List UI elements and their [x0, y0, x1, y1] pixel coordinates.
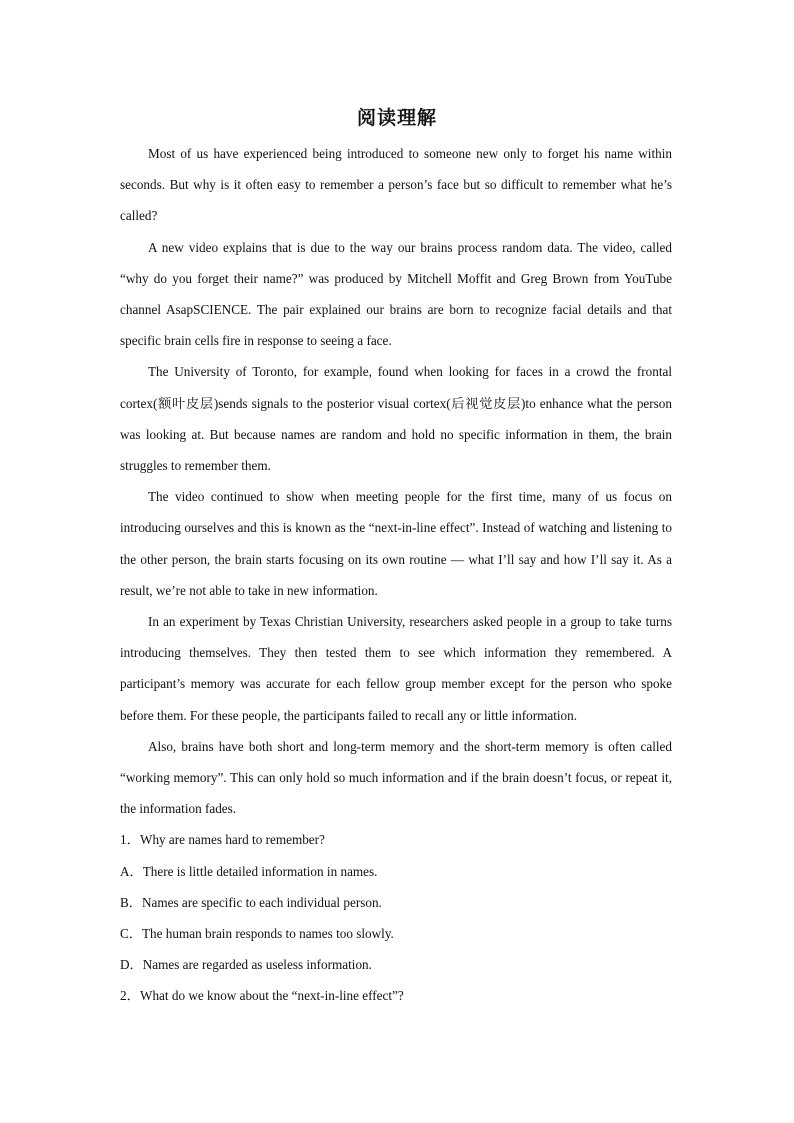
- question-number: 2．: [120, 988, 140, 1004]
- question-2: [120, 980, 672, 1011]
- paragraph-4: The video continued to show when meeting people for the first time, many of us focus on introducing ourselves and this is known as the “next-in-line effect”. Instead of watching and listening to the other person, the brain starts focusing on its own routine — what I’ll say and how I’ll say it. As a result, we’re not able to take in new information.: [120, 489, 672, 598]
- passage: [120, 138, 672, 1012]
- option-a: [120, 856, 672, 887]
- option-text: There is little detailed information in names.: [142, 863, 378, 879]
- option-letter: C．: [120, 926, 142, 942]
- page-title: 阅读理解: [356, 107, 437, 129]
- option-c: [120, 918, 672, 949]
- paragraph-2: A new video explains that is due to the way our brains process random data. The video, called “why do you forget their name?” was produced by Mitchell Moffit and Greg Brown from YouTube channel AsapSCIENCE. The pair explained our brains are born to recognize facial details and that specific brain cells fire in response to seeing a face.: [120, 239, 672, 349]
- option-text: Names are specific to each individual person.: [141, 894, 382, 910]
- paragraph-1: Most of us have experienced being introduced to someone new only to forget his name within seconds. But why is it often easy to remember a person’s face but so difficult to remember what he’s called?: [120, 146, 672, 224]
- option-text: Names are regarded as useless information.: [142, 957, 372, 973]
- question-stem: Why are names hard to remember?: [140, 832, 325, 848]
- option-b: [120, 887, 672, 918]
- question-number: 1．: [120, 832, 140, 848]
- question-1: [120, 824, 672, 855]
- option-letter: D．: [120, 957, 143, 973]
- option-text: The human brain responds to names too slowly.: [141, 926, 394, 942]
- option-letter: B．: [120, 894, 142, 910]
- option-d: [120, 949, 672, 980]
- question-stem: What do we know about the “next-in-line effect”?: [140, 988, 404, 1004]
- option-letter: A．: [120, 863, 143, 879]
- paragraph-3: The University of Toronto, for example, found when looking for faces in a crowd the frontal cortex(额叶皮层)sends signals to the posterior visual cortex(后视觉皮层)to enhance what the person was looking at. But because names are random and hold no specific information in them, the brain struggles to remember them.: [120, 364, 672, 474]
- paragraph-5: In an experiment by Texas Christian University, researchers asked people in a group to take turns introducing themselves. They then tested them to see which information they remembered. A participant’s memory was accurate for each fellow group member except for the person who spoke before them. For these people, the participants failed to recall any or little information.: [120, 614, 672, 723]
- paragraph-6: Also, brains have both short and long-term memory and the short-term memory is often called “working memory”. This can only hold so much information and if the brain doesn’t focus, or repeat it, the information fades.: [120, 738, 672, 817]
